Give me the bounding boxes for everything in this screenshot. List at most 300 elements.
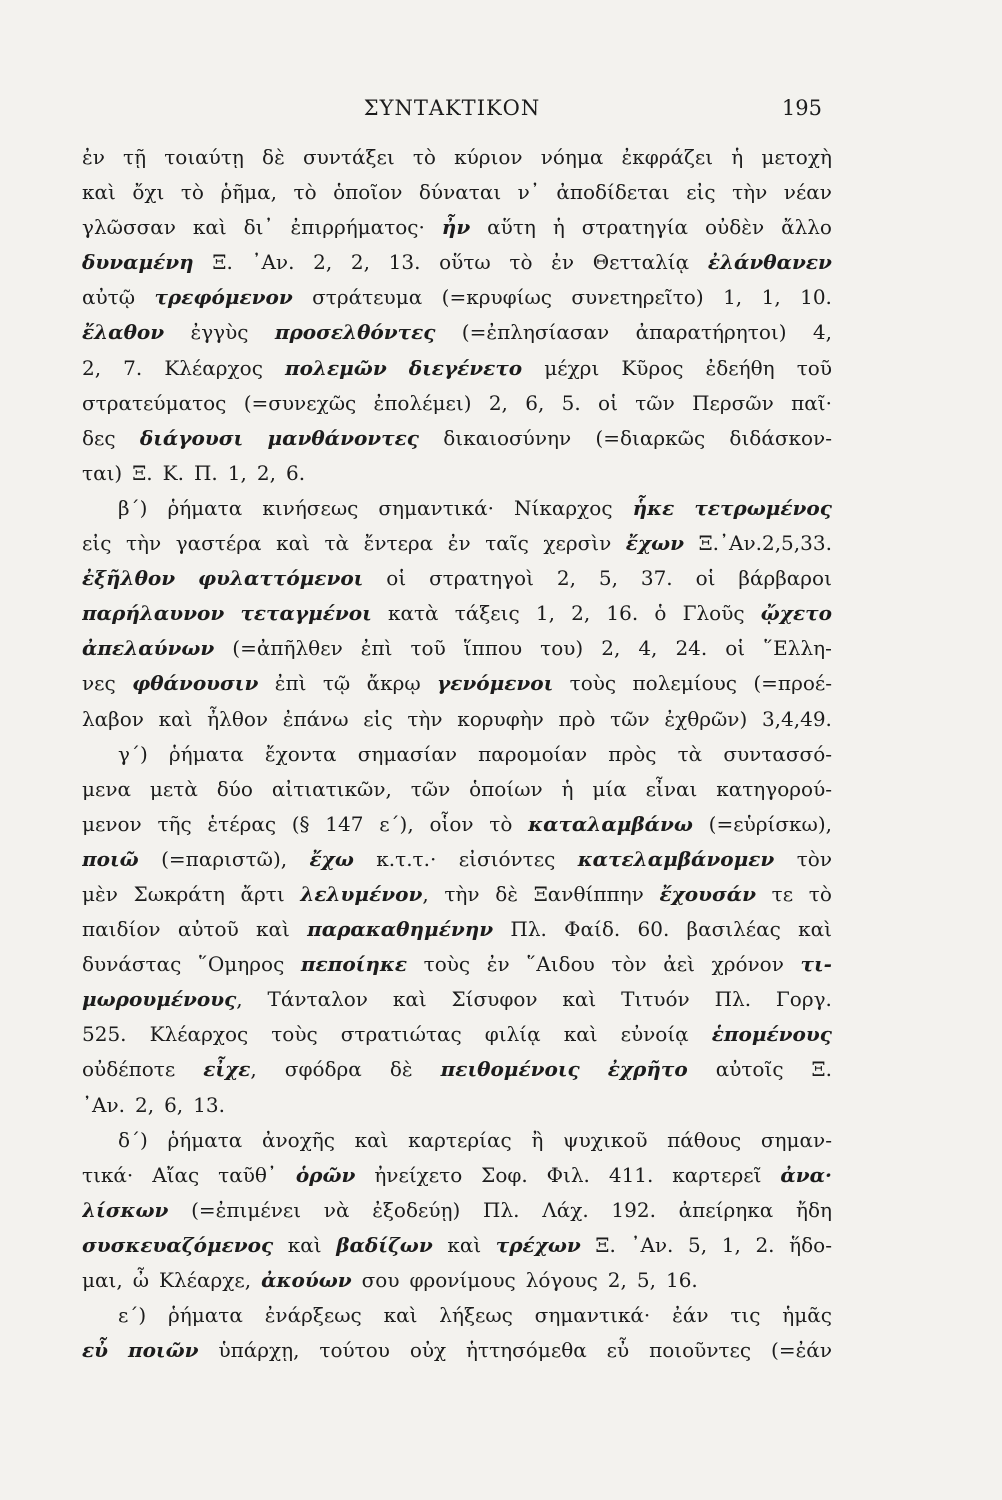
word: 1, — [535, 601, 555, 626]
word: μανθάνοντες — [267, 425, 419, 450]
word: ἐπὶ — [360, 636, 393, 661]
word: (=διαρκῶς — [595, 425, 706, 450]
word: 4, — [812, 320, 832, 345]
text-line — [82, 351, 832, 386]
word: ται) — [82, 460, 123, 485]
word: τρέχων — [495, 1232, 581, 1257]
word: τικά· — [82, 1162, 134, 1187]
word: μαι, — [82, 1268, 123, 1292]
word: ὁ — [654, 601, 667, 626]
word: Λάχ. — [542, 1197, 589, 1222]
word: ἐπὶ — [274, 671, 307, 696]
word: δικαιοσύνην — [443, 425, 572, 450]
word: ἐχρῆτο — [607, 1057, 688, 1082]
word: νέαν — [783, 180, 832, 205]
word: (=παριστῶ), — [161, 846, 288, 871]
word: 2, — [134, 1092, 155, 1117]
word: ῞Ελλη- — [763, 636, 832, 661]
word: Σοφ. — [481, 1162, 528, 1187]
word: στράτευμα — [312, 285, 423, 310]
word: ἀνοχῆς — [261, 1127, 335, 1152]
word: ἐν — [82, 145, 105, 169]
word: Ξανθίππην — [533, 881, 644, 906]
word: 13. — [388, 250, 421, 275]
word: αὐτοῦ — [177, 917, 239, 942]
word: (=κρυφίως — [441, 285, 552, 310]
word: ἀνα· — [780, 1162, 832, 1187]
word: ὄχι — [132, 180, 165, 205]
word: δὲ — [389, 1057, 413, 1082]
word: δύναται — [418, 180, 502, 205]
word: τὴν — [407, 706, 443, 731]
word: ἡττησόμεθα — [466, 1338, 587, 1363]
word: καὶ — [447, 1232, 482, 1257]
word: ἀπαρατήρητοι) — [635, 320, 787, 345]
word: διάγουσι — [139, 425, 244, 450]
word: ἐνάρξεως — [264, 1303, 362, 1328]
word: ψυχικοῦ — [562, 1127, 648, 1152]
word: ταῦθ᾽ — [218, 1162, 277, 1187]
word: ἐξοδεύῃ) — [372, 1197, 461, 1222]
word: Κλέαρχε, — [159, 1268, 252, 1292]
word: στρατεύματος — [82, 390, 227, 415]
word: ῥήματα — [168, 741, 244, 766]
word: λίσκων — [82, 1197, 169, 1222]
word: καὶ — [798, 917, 832, 942]
word: ῥήματα — [167, 495, 243, 520]
word: ἐλάνθανεν — [707, 250, 832, 275]
word: τὸ — [808, 881, 832, 906]
word: 4, — [638, 636, 658, 661]
word: μενον — [82, 811, 142, 836]
word: Αἴας — [152, 1162, 200, 1187]
word: συσκευαζόμενος — [82, 1232, 274, 1257]
word: χρόνον — [711, 952, 784, 977]
word: πρὸς — [608, 741, 657, 766]
word: ἐπάνω — [282, 706, 349, 731]
word: Θετταλίᾳ — [592, 250, 690, 275]
word: 2, — [556, 566, 576, 591]
word: ὦ — [132, 1268, 150, 1292]
word: ὁρῶν — [295, 1162, 356, 1187]
word: τις — [730, 1303, 761, 1328]
word: νες — [82, 671, 116, 696]
word: ἦν — [441, 215, 471, 240]
word: ἐάν — [672, 1303, 709, 1328]
text-line — [82, 737, 832, 772]
word: ἐδεήθη — [705, 355, 775, 380]
word: φιλίᾳ — [484, 1022, 541, 1047]
text-line — [82, 386, 832, 421]
word: τρεφόμενον — [154, 285, 293, 310]
word: τῶν — [635, 390, 675, 415]
text-line — [82, 140, 832, 175]
word: διεγένετο — [408, 355, 523, 380]
word: δύο — [216, 776, 253, 801]
word: Περσῶν — [692, 390, 774, 415]
text-line — [82, 947, 832, 982]
word: (=προέ- — [753, 671, 832, 696]
text-line — [82, 1017, 832, 1052]
word: (=ἐπλησίασαν — [461, 320, 610, 345]
word: προσελθόντες — [274, 320, 436, 345]
word: πολεμίους — [632, 671, 737, 696]
word: ᾽Αν. — [251, 250, 295, 275]
word: 2, — [488, 390, 508, 415]
word: δυναμένη — [82, 250, 194, 275]
body-text — [82, 140, 832, 1368]
word: Ξ. — [212, 250, 233, 275]
word: δ΄) — [118, 1127, 148, 1152]
word: ῥήματα — [167, 1127, 243, 1152]
word: Ξ.᾽Αν.2,5,33. — [698, 531, 832, 556]
word: ἐπολέμει) — [373, 390, 472, 415]
text-line — [82, 1088, 832, 1123]
word: 13. — [193, 1092, 225, 1117]
text-line — [82, 842, 832, 877]
word: χερσὶν — [543, 531, 612, 556]
word: εἶναι — [645, 776, 698, 801]
word: Ξ. — [811, 1057, 832, 1082]
word: εἰς — [686, 180, 716, 205]
word: ᾤχετο — [760, 601, 832, 626]
word: ῥῆμα, — [220, 180, 278, 205]
word: τὸ — [509, 250, 533, 275]
word: τὸ — [412, 145, 436, 169]
word: τούτου — [319, 1338, 390, 1363]
text-line — [82, 561, 832, 596]
word: ἔχουσάν — [659, 881, 756, 906]
word: ἄκρῳ — [366, 671, 421, 696]
text-line — [82, 912, 832, 947]
word: μενα — [82, 776, 132, 801]
text-line — [82, 631, 832, 666]
word: Πλ. — [510, 917, 547, 942]
word: πάθους — [667, 1127, 742, 1152]
text-line — [82, 175, 832, 210]
word: ὑπάρχῃ, — [218, 1338, 300, 1363]
word: κατελαμβάνομεν — [577, 846, 775, 871]
word: ὁποίων — [469, 776, 543, 801]
word: ἐν — [486, 952, 510, 977]
word: ἔχοντα — [264, 741, 337, 766]
word: 1, — [723, 285, 743, 310]
text-line — [82, 280, 832, 315]
text-line — [82, 1228, 832, 1263]
word: γενόμενοι — [437, 671, 554, 696]
word: 10. — [800, 285, 832, 310]
word: οἱ — [386, 566, 407, 591]
word: τῶν — [610, 706, 650, 731]
word: ἔντερα — [363, 531, 434, 556]
word: ἐκφράζει — [621, 145, 714, 169]
word: καὶ — [192, 215, 227, 240]
word: ῞Ομηρος — [197, 952, 285, 977]
word: ἐν — [551, 250, 575, 275]
text-line — [82, 210, 832, 245]
word: 5, — [688, 1232, 708, 1257]
word: λόγους — [525, 1268, 598, 1292]
word: ἀεὶ — [663, 952, 695, 977]
word: τὸν — [796, 846, 832, 871]
word: νὰ — [323, 1197, 350, 1222]
word: τοῦ — [796, 355, 832, 380]
word: τὸ — [180, 180, 204, 205]
word: φθάνουσιν — [132, 671, 259, 696]
word: Φιλ. — [546, 1162, 590, 1187]
word: σημαντικά· — [378, 495, 494, 520]
word: σφόδρα — [284, 1057, 362, 1082]
word: αὐτῷ — [82, 285, 136, 310]
text-line — [82, 491, 832, 526]
word: κατηγορού- — [716, 776, 832, 801]
text-line — [82, 666, 832, 701]
word: ε΄), — [379, 811, 414, 836]
word: τὸ — [293, 180, 317, 205]
word: μετὰ — [149, 776, 198, 801]
word: ἐν — [447, 531, 471, 556]
word: τὸν — [611, 952, 647, 977]
word: τε — [771, 881, 794, 906]
word: τετρωμένος — [694, 495, 832, 520]
word: ὁποῖον — [333, 180, 403, 205]
word: μωρουμένους, — [82, 987, 243, 1012]
word: ν᾽ — [517, 180, 540, 205]
text-line — [82, 772, 832, 807]
text-line — [82, 596, 832, 631]
word: (=συνεχῶς — [243, 390, 357, 415]
word: λαβον — [82, 706, 144, 731]
page-header — [82, 96, 822, 130]
word: δι᾽ — [243, 215, 274, 240]
word: καὶ — [276, 531, 310, 556]
word: ε΄) — [118, 1303, 147, 1328]
word: τῇ — [123, 145, 147, 169]
word: 2, — [256, 460, 276, 485]
word: 2, — [313, 250, 333, 275]
text-line — [82, 526, 832, 561]
word: οἱ — [725, 636, 746, 661]
word: τεταγμένοι — [240, 601, 372, 626]
word: τὸ — [489, 811, 513, 836]
word: δυνάστας — [82, 952, 182, 977]
word: δες — [82, 425, 116, 450]
word: βασιλέας — [686, 917, 781, 942]
word: στρατηγία — [581, 215, 689, 240]
word: παιδίον — [82, 917, 161, 942]
text-line — [82, 982, 832, 1017]
word: 2. — [755, 1232, 775, 1257]
word: τὴν — [732, 180, 768, 205]
word: νόημα — [540, 145, 604, 169]
word: 1, — [721, 1232, 741, 1257]
text-line — [82, 1298, 832, 1333]
word: καὶ — [354, 1127, 389, 1152]
word: οἷον — [429, 811, 474, 836]
word: (=εὑρίσκω), — [708, 811, 832, 836]
word: 7. — [123, 355, 143, 380]
word: τοῦ — [410, 636, 446, 661]
text-line — [82, 877, 832, 912]
word: ἤδη — [795, 1197, 832, 1222]
word: μέχρι — [544, 355, 600, 380]
word: 5, — [636, 1268, 656, 1292]
word: καταλαμβάνω — [528, 811, 693, 836]
word: 411. — [608, 1162, 654, 1187]
word: βαδίζων — [336, 1232, 433, 1257]
word: ἦλθον — [207, 706, 269, 731]
word: εὐνοίᾳ — [620, 1022, 689, 1047]
word: σου — [361, 1268, 400, 1292]
word: ἀποδίδεται — [556, 180, 670, 205]
word: καὶ — [383, 1303, 418, 1328]
word: καὶ — [392, 987, 427, 1012]
word: ἧκε — [632, 495, 675, 520]
text-line — [82, 315, 832, 350]
word: Ξ. — [132, 460, 153, 485]
word: τι- — [800, 952, 832, 977]
word: ᾽Αν. — [630, 1232, 674, 1257]
word: ῥήματα — [168, 1303, 243, 1328]
word: 2, — [571, 601, 591, 626]
word: παῖ· — [791, 390, 832, 415]
word: στρατιώτας — [340, 1022, 462, 1047]
word: ἐχθρῶν) — [664, 706, 748, 731]
word: βάρβαροι — [738, 566, 832, 591]
text-line — [82, 245, 832, 280]
word: οὐχ — [409, 1338, 447, 1363]
word: κύριον — [454, 145, 523, 169]
word: 2, — [607, 1268, 627, 1292]
word: ἀπείρηκα — [678, 1197, 774, 1222]
word: οἱ — [695, 566, 716, 591]
word: καὶ — [563, 1022, 598, 1047]
word: δὲ — [495, 881, 519, 906]
word: γ΄) — [118, 741, 148, 766]
word: εἰσιόντες — [458, 846, 556, 871]
word: καὶ — [255, 917, 290, 942]
word: οὐδέποτε — [82, 1057, 176, 1082]
word: οἱ — [598, 390, 618, 415]
word: 2, — [350, 250, 370, 275]
word: Κλέαρχος — [149, 1022, 249, 1047]
word: λήξεως — [439, 1303, 513, 1328]
word: ἀκούων — [261, 1268, 352, 1292]
running-title: ΣΥΝΤΑΚΤΙΚΟΝ — [363, 96, 541, 120]
word: συντάξει — [302, 145, 395, 169]
word: τοὺς — [423, 952, 471, 977]
word: ῞Αιδου — [526, 952, 595, 977]
word: κ.τ.τ.· — [376, 846, 437, 871]
word: ἥδο- — [789, 1232, 832, 1257]
word: καρτερίας — [408, 1127, 512, 1152]
word: σημαν- — [760, 1127, 832, 1152]
word: τάξεις — [454, 601, 520, 626]
word: ἄρτι — [240, 881, 285, 906]
word: ἡ — [552, 215, 565, 240]
word: 60. — [637, 917, 670, 942]
word: Ξ. — [595, 1232, 616, 1257]
word: 3,4,49. — [761, 706, 832, 731]
word: καρτερεῖ — [672, 1162, 762, 1187]
word: Γοργ. — [775, 987, 832, 1012]
word: Τάνταλον — [267, 987, 368, 1012]
word: Σωκράτη — [133, 881, 225, 906]
word: κινήσεως — [262, 495, 359, 520]
word: μὲν — [82, 881, 118, 906]
word: 24. — [675, 636, 708, 661]
word: τῆς — [157, 811, 192, 836]
word: πεποίηκε — [300, 952, 408, 977]
word: ἄλλο — [781, 215, 832, 240]
word: παρακαθημένην — [307, 917, 494, 942]
text-line — [82, 1263, 832, 1298]
word: τὴν — [125, 531, 162, 556]
page-number: 195 — [781, 96, 822, 120]
word: συντασσό- — [723, 741, 832, 766]
text-line — [82, 421, 832, 456]
word: 16. — [606, 601, 639, 626]
word: Κλέαρχος — [164, 355, 263, 380]
word: κορυφὴν — [457, 706, 544, 731]
word: 5, — [598, 566, 618, 591]
word: πρὸ — [558, 706, 596, 731]
word: δὲ — [262, 145, 285, 169]
word: αὕτη — [487, 215, 536, 240]
word: μία — [592, 776, 627, 801]
word: τῶν — [410, 776, 451, 801]
word: (=ἐπιμένει — [191, 1197, 302, 1222]
word: σημαντικά· — [534, 1303, 651, 1328]
word: Σίσυφον — [451, 987, 538, 1012]
word: πολεμῶν — [284, 355, 387, 380]
word: γαστέρα — [175, 531, 262, 556]
word: μετοχὴ — [761, 145, 832, 169]
word: καὶ — [158, 706, 193, 731]
word: ἡ — [731, 145, 744, 169]
word: λελυμένον, — [300, 881, 429, 906]
word: οὕτω — [439, 250, 491, 275]
text-line — [82, 702, 832, 737]
word: Πλ. — [483, 1197, 520, 1222]
word: φυλαττόμενοι — [198, 566, 364, 591]
text-line — [82, 1333, 832, 1368]
word: παρομοίαν — [478, 741, 588, 766]
word: Πλ. — [714, 987, 752, 1012]
word: (§ — [291, 811, 310, 836]
word: ἐπιρρήματος· — [290, 215, 425, 240]
word: εἶχε, — [203, 1057, 257, 1082]
word: ἔχων — [625, 531, 685, 556]
word: ἡμᾶς — [782, 1303, 832, 1328]
word: ἑτέρας — [207, 811, 277, 836]
word: αἰτιατικῶν, — [271, 776, 392, 801]
word: αὐτοῖς — [715, 1057, 784, 1082]
word: καὶ — [562, 987, 597, 1012]
word: 1, — [761, 285, 781, 310]
word: ποιῶ — [82, 846, 139, 871]
word: πειθομένοις — [440, 1057, 580, 1082]
word: (=ἀπῆλθεν — [232, 636, 343, 661]
word: τοὺς — [271, 1022, 318, 1047]
word: γλῶσσαν — [82, 215, 176, 240]
word: Κῦρος — [621, 355, 684, 380]
word: ποιῶν — [127, 1338, 199, 1363]
word: ἡ — [561, 776, 574, 801]
word: 192. — [611, 1197, 656, 1222]
word: 6, — [164, 1092, 184, 1117]
word: οὐδὲν — [705, 215, 765, 240]
